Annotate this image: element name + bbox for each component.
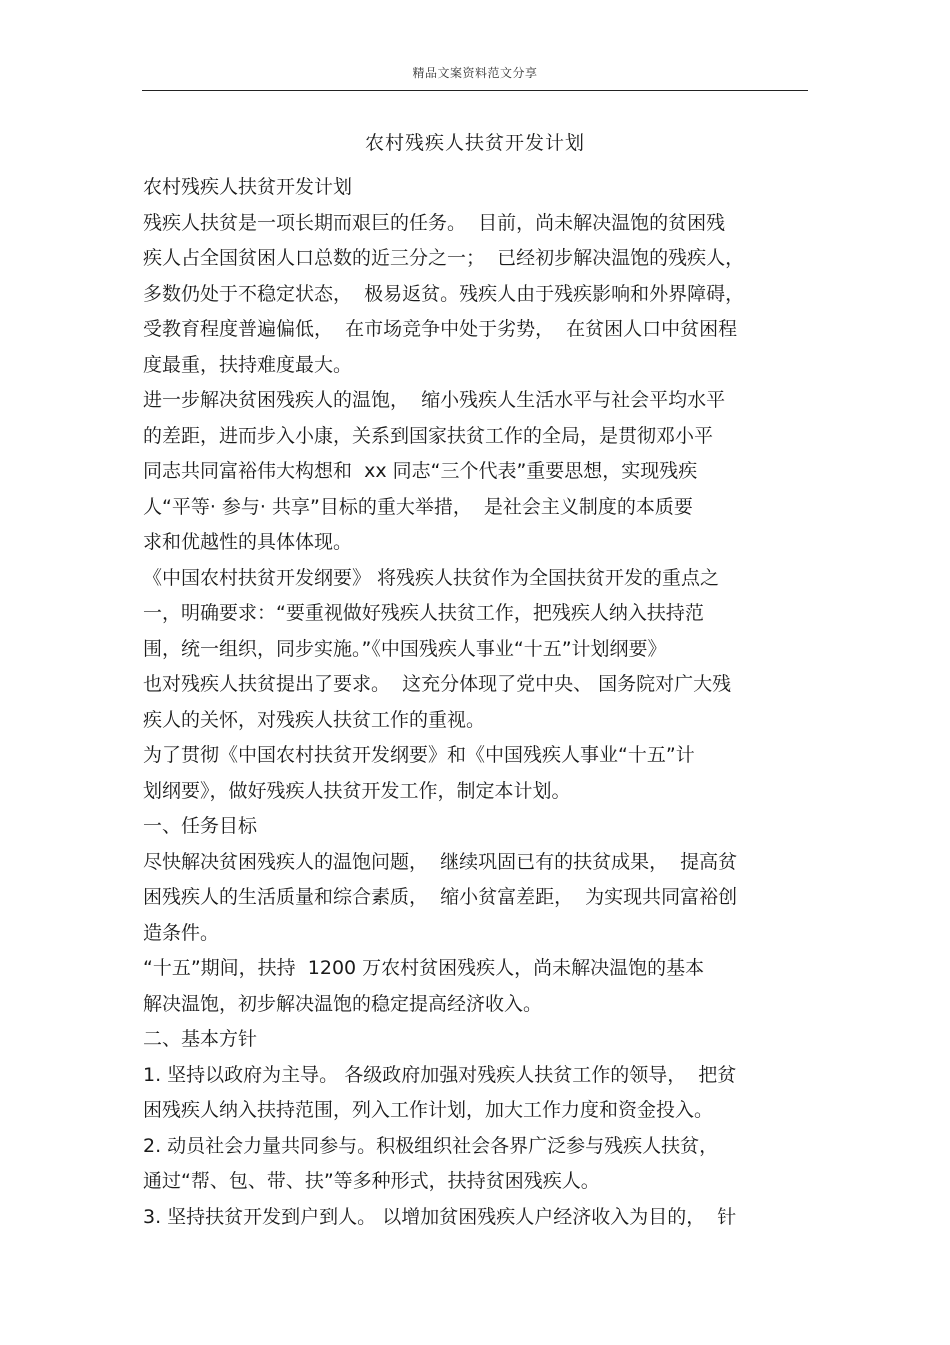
document-body (143, 170, 811, 1235)
text-line: 为了贯彻《中国农村扶贫开发纲要》和《中国残疾人事业“十五”计 (143, 744, 695, 766)
text-line: 围，统一组织，同步实施。”《中国残疾人事业“十五”计划纲要》 (143, 637, 667, 660)
text-line: 疾人占全国贫困人口总数的近三分之一； 已经初步解决温饱的残疾人， (143, 247, 745, 269)
text-line: 进一步解决贫困残疾人的温饱， 缩小残疾人生活水平与社会平均水平 (143, 389, 726, 411)
text-line: 3. 坚持扶贫开发到户到人。 以增加贫困残疾人户经济收入为目的， 针 (143, 1205, 737, 1228)
text-line: 一，明确要求：“要重视做好残疾人扶贫工作，把残疾人纳入扶持范 (143, 602, 704, 624)
text-line: 困残疾人纳入扶持范围，列入工作计划，加大工作力度和资金投入。 (143, 1099, 714, 1121)
text-line: 1. 坚持以政府为主导。 各级政府加强对残疾人扶贫工作的领导， 把贫 (143, 1063, 737, 1086)
page-header: 精品文案资料范文分享 (412, 66, 538, 80)
text-line: 多数仍处于不稳定状态， 极易返贫。残疾人由于残疾影响和外界障碍， (143, 282, 745, 305)
text-line: 度最重，扶持难度最大。 (143, 353, 353, 376)
text-line: 受教育程度普遍偏低， 在市场竞争中处于劣势， 在贫困人口中贫困程 (143, 318, 738, 340)
text-line: 困残疾人的生活质量和综合素质， 缩小贫富差距， 为实现共同富裕创 (143, 886, 738, 908)
text-line: 农村残疾人扶贫开发计划 (143, 176, 353, 198)
text-line: 尽快解决贫困残疾人的温饱问题， 继续巩固已有的扶贫成果， 提高贫 (143, 850, 738, 873)
text-line: 同志共同富裕伟大构想和 xx 同志“三个代表”重要思想，实现残疾 (143, 460, 698, 482)
section-heading: 一、任务目标 (143, 815, 258, 837)
text-line: 划纲要》，做好残疾人扶贫开发工作，制定本计划。 (143, 779, 571, 802)
text-line: 也对残疾人扶贫提出了要求。 这充分体现了党中央、 国务院对广大残 (143, 673, 732, 695)
text-line: 残疾人扶贫是一项长期而艰巨的任务。 目前，尚未解决温饱的贫困残 (143, 211, 726, 234)
text-line: 的差距，进而步入小康，关系到国家扶贫工作的全局，是贯彻邓小平 (143, 424, 714, 447)
text-line: 解决温饱，初步解决温饱的稳定提高经济收入。 (143, 992, 543, 1015)
text-line: 疾人的关怀，对残疾人扶贫工作的重视。 (143, 708, 486, 731)
text-line: 人“平等· 参与· 共享”目标的重大举措， 是社会主义制度的本质要 (143, 495, 693, 518)
text-line: 2. 动员社会力量共同参与。积极组织社会各界广泛参与残疾人扶贫， (143, 1134, 719, 1157)
document-title: 农村残疾人扶贫开发计划 (364, 132, 585, 154)
header-divider (142, 90, 808, 91)
section-heading: 二、基本方针 (143, 1028, 258, 1050)
text-line: 《中国农村扶贫开发纲要》 将残疾人扶贫作为全国扶贫开发的重点之 (143, 566, 720, 589)
text-line: 造条件。 (143, 921, 220, 944)
text-line: “十五”期间，扶持 1200 万农村贫困残疾人，尚未解决温饱的基本 (143, 957, 705, 979)
text-line: 通过“帮、包、带、扶”等多种形式，扶持贫困残疾人。 (143, 1170, 600, 1192)
text-line: 求和优越性的具体体现。 (143, 531, 353, 553)
